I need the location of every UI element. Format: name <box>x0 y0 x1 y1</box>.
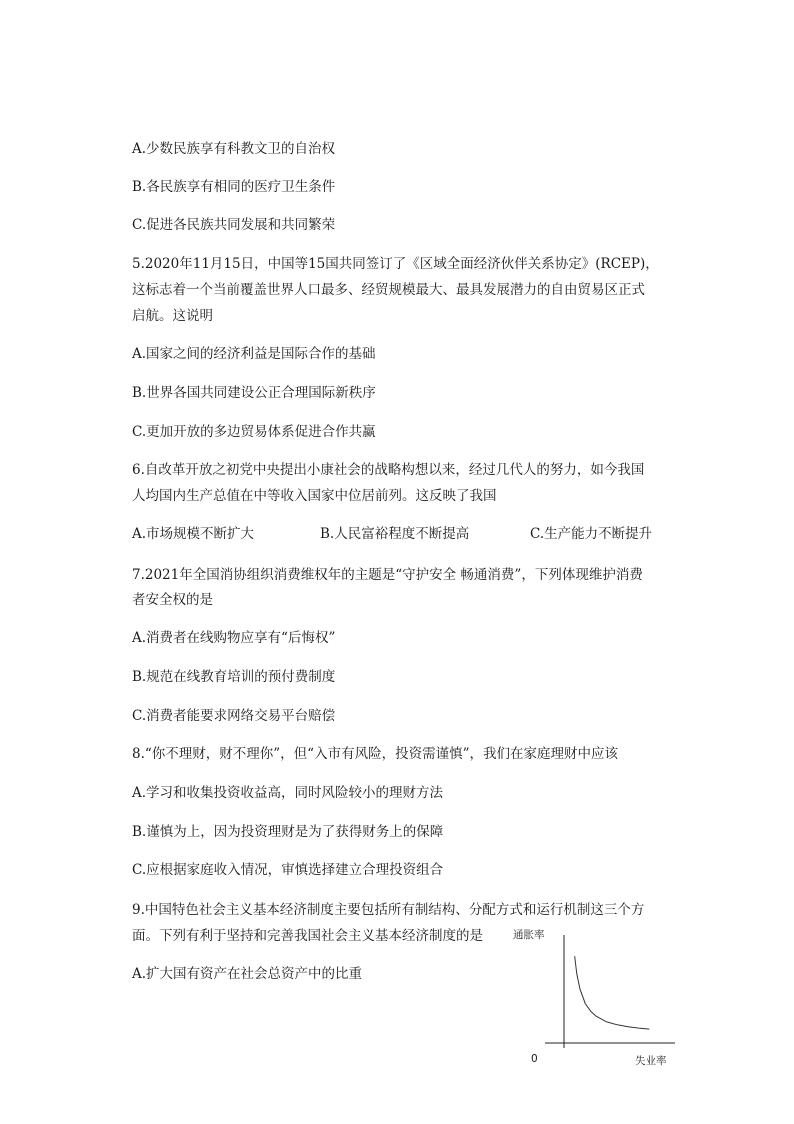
curve-point <box>574 956 575 957</box>
q5-stem-line-2: 这标志着一个当前覆盖世界人口最多、经贸规模最大、最具发展潜力的自由贸易区正式 <box>132 282 645 298</box>
q5-option-a: A.国家之间的经济利益是国际合作的基础 <box>132 346 376 362</box>
q7-stem-line-2: 者安全权的是 <box>132 592 213 608</box>
curve-point <box>585 1003 586 1004</box>
y-axis-label: 通胀率 <box>513 929 545 941</box>
q8-option-a: A.学习和收集投资收益高，同时风险较小的理财方法 <box>132 785 444 801</box>
q6-stem-line-2: 人均国内生产总值在中等收入国家中位居前列。这反映了我国 <box>132 488 497 504</box>
q7-option-a: A.消费者在线购物应享有“后悔权” <box>132 630 336 646</box>
q5-option-b: B.世界各国共同建设公正合理国际新秩序 <box>132 385 376 401</box>
chart-marks <box>574 956 649 1029</box>
q4-option-a: A.少数民族享有科教文卫的自治权 <box>132 141 336 157</box>
origin-label: 0 <box>531 1053 538 1065</box>
q7-stem-line-1: 7.2021年全国消协组织消费维权年的主题是“守护安全 畅通消费”，下列体现维护消费 <box>132 567 643 583</box>
q6-option-c: C.生产能力不断提升 <box>530 526 653 542</box>
q9-stem-line-2: 面。下列有利于坚持和完善我国社会主义基本经济制度的是 <box>132 928 483 944</box>
q8-option-c: C.应根据家庭收入情况，审慎选择建立合理投资组合 <box>132 862 444 878</box>
q4-option-c: C.促进各民族共同发展和共同繁荣 <box>132 217 336 233</box>
curve-point <box>638 1028 639 1029</box>
q8-option-b: B.谨慎为上，因为投资理财是为了获得财务上的保障 <box>132 824 444 840</box>
q5-stem-line-3: 启航。这说明 <box>132 308 213 324</box>
chart-svg <box>513 925 685 1070</box>
q9-stem-line-1: 9.中国特色社会主义基本经济制度主要包括所有制结构、分配方式和运行机制这三个方 <box>132 902 645 918</box>
q6-stem-line-1: 6.自改革开放之初党中央提出小康社会的战略构想以来，经过几代人的努力，如今我国 <box>132 462 645 478</box>
q5-stem-line-1: 5.2020年11月15日，中国等15国共同签订了《区域全面经济伙伴关系协定》(RCEP)， <box>132 256 659 272</box>
curve-point <box>606 1021 607 1022</box>
q8-stem-line-1: 8.“你不理财，财不理你”，但“入市有风险，投资需谨慎”，我们在家庭理财中应该 <box>132 746 618 762</box>
q5-option-c: C.更加开放的多边贸易体系促进合作共赢 <box>132 424 376 440</box>
q6-option-a: A.市场规模不断扩大 <box>132 526 255 542</box>
q6-option-b: B.人民富裕程度不断提高 <box>320 526 470 542</box>
phillips-curve-chart <box>513 925 685 1070</box>
q6-options-row <box>132 525 672 543</box>
q7-option-c: C.消费者能要求网络交易平台赔偿 <box>132 708 336 724</box>
x-axis-label: 失业率 <box>635 1055 667 1067</box>
q4-option-b: B.各民族享有相同的医疗卫生条件 <box>132 179 336 195</box>
q9-option-a: A.扩大国有资产在社会总资产中的比重 <box>132 966 363 982</box>
q7-option-b: B.规范在线教育培训的预付费制度 <box>132 669 336 685</box>
curve-series-0 <box>575 957 650 1030</box>
